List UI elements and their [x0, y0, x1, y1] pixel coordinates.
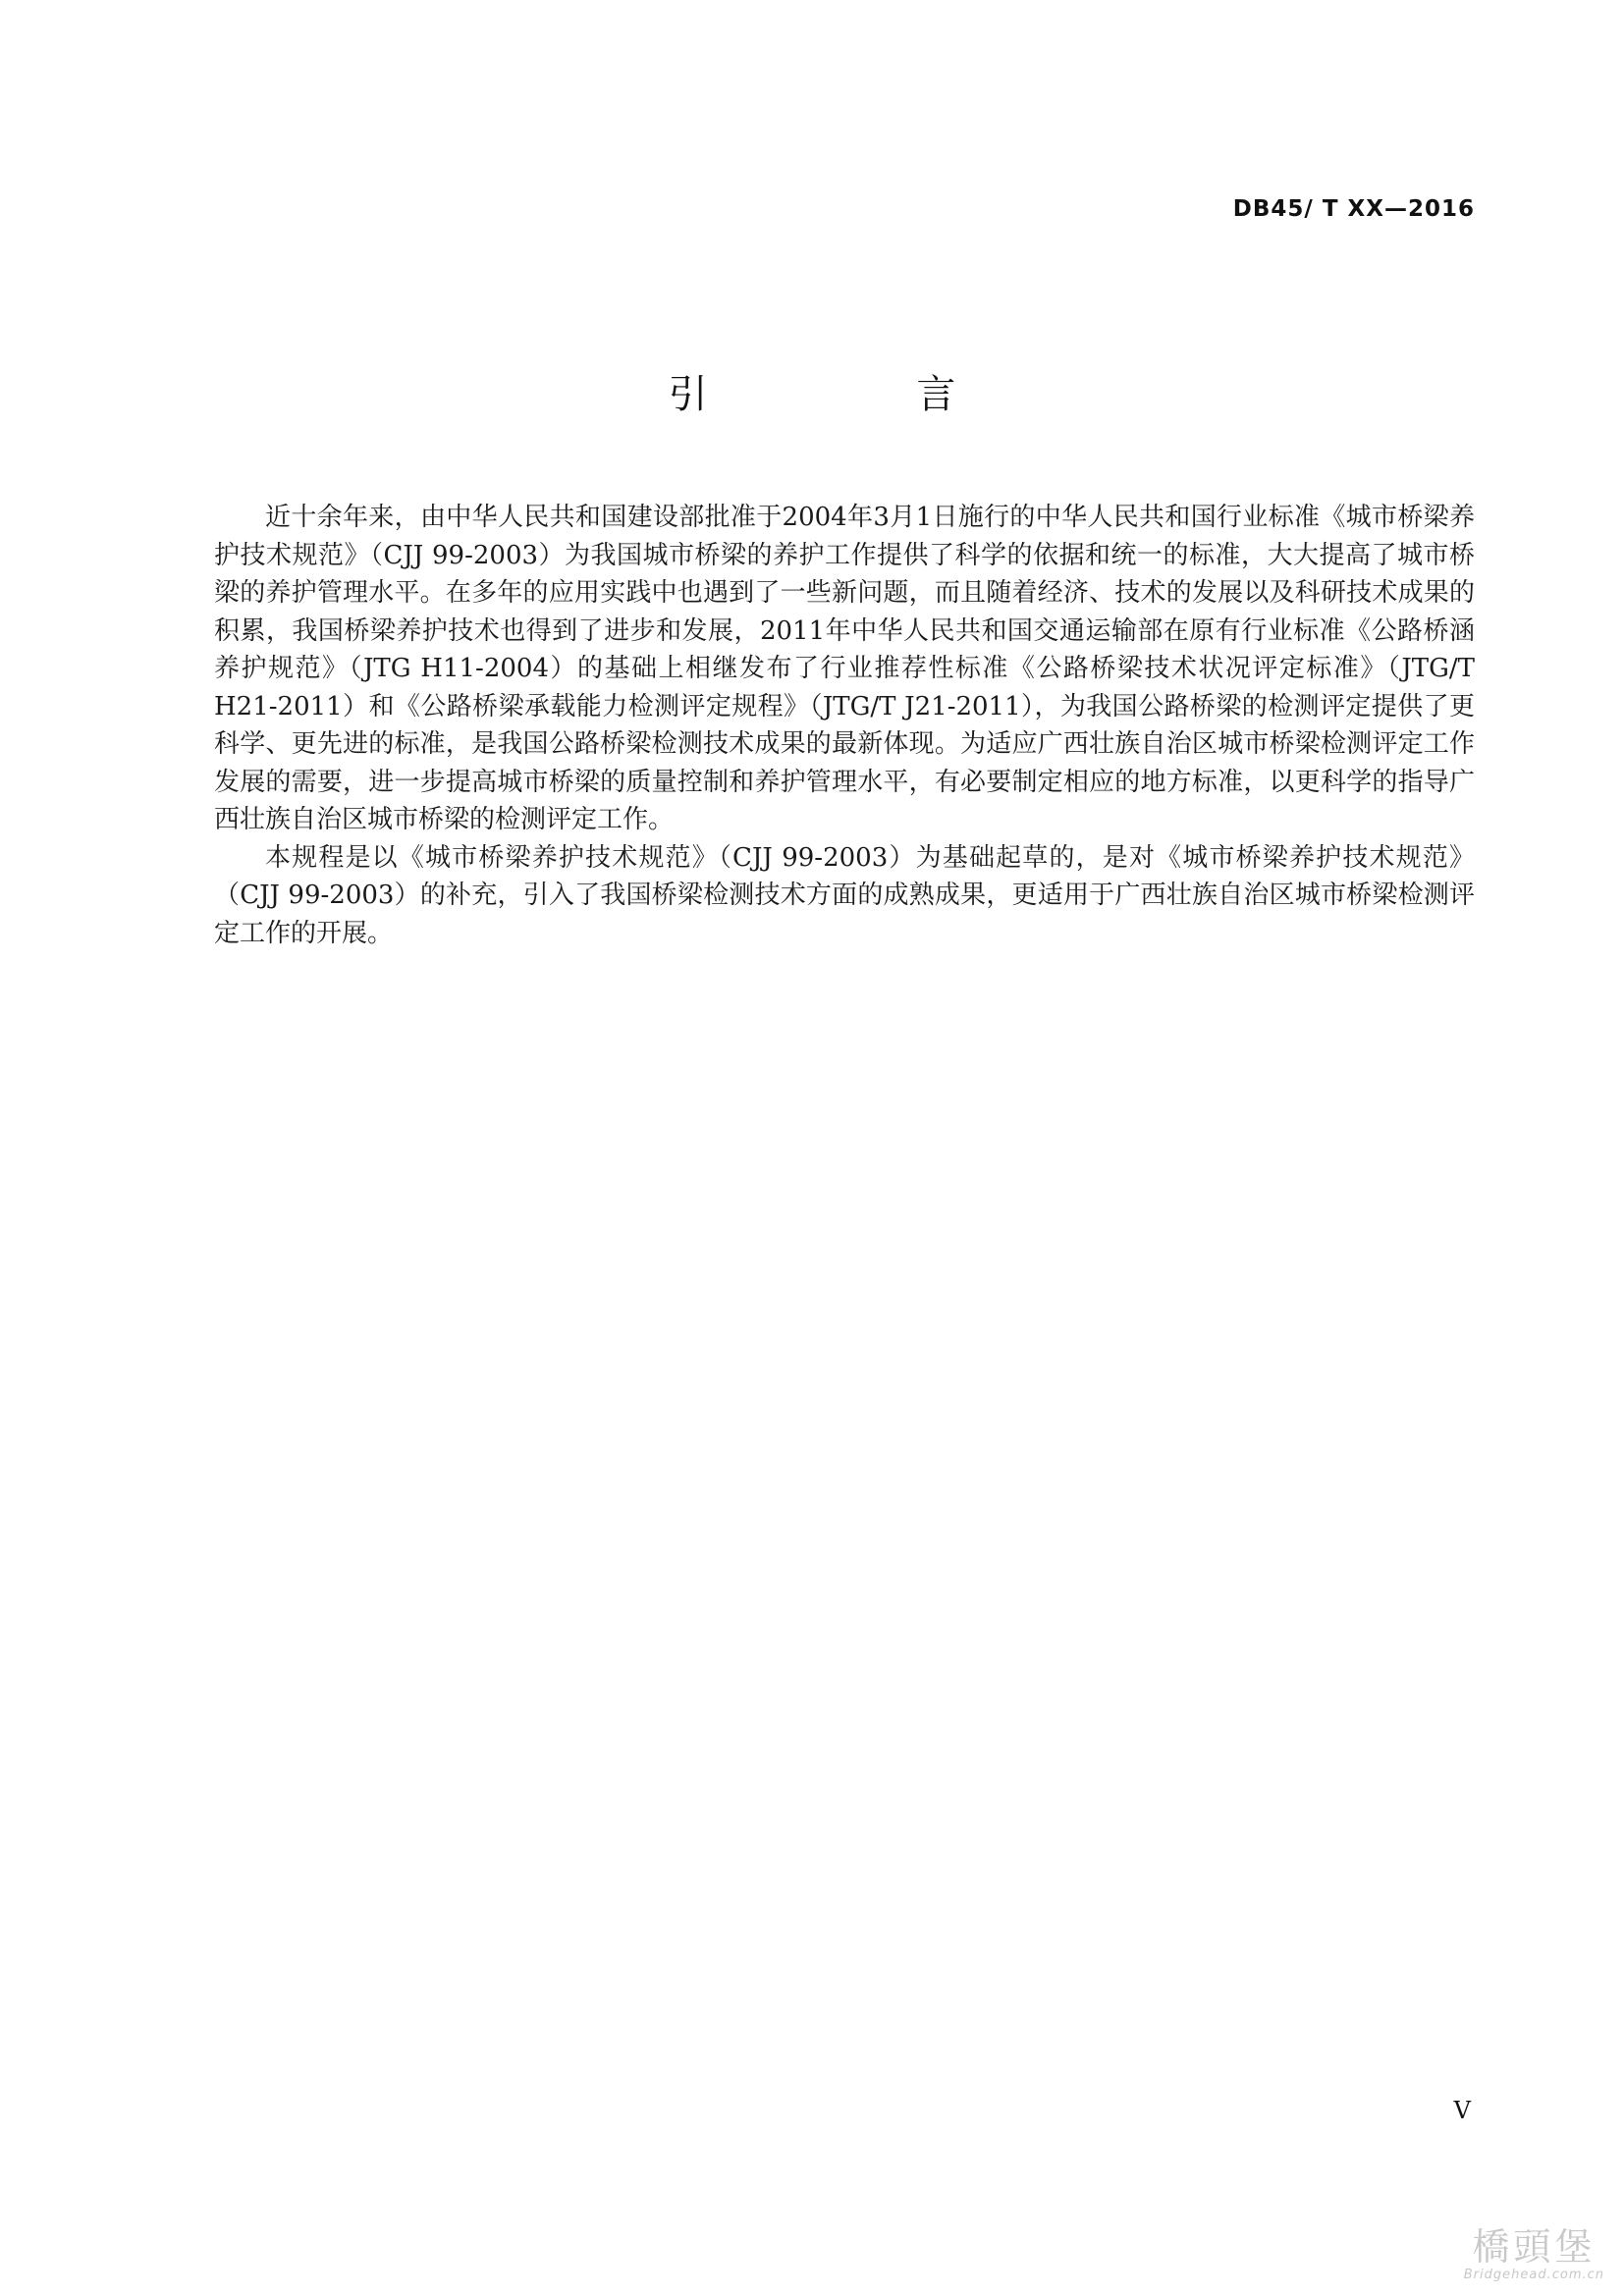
page-title: 引 言	[668, 372, 1055, 417]
watermark-url: Bridgehead.com.cn	[1463, 2268, 1604, 2282]
paragraph: 本规程是以《城市桥梁养护技术规范》（CJJ 99-2003）为基础起草的，是对《城市桥梁养护技术规范》（CJJ 99-2003）的补充，引入了我国桥梁检测技术方面的成熟成果，更适用于广西壮族自治区城市桥梁检测评定工作的开展。	[214, 842, 1475, 948]
body-text	[214, 499, 1475, 952]
standard-code: DB45/ T XX—2016	[1232, 196, 1475, 222]
watermark-title: 橋頭堡	[1472, 2225, 1597, 2269]
watermark	[1464, 2226, 1604, 2282]
page-number: V	[1453, 2097, 1471, 2124]
paragraph: 近十余年来，由中华人民共和国建设部批准于2004年3月1日施行的中华人民共和国行业标准《城市桥梁养护技术规范》（CJJ 99-2003）为我国城市桥梁的养护工作提供了科学的依据和统一的标准，大大提高了城市桥梁的养护管理水平。在多年的应用实践中也遇到了一些新问题，而且随着经济、技术的发展以及科研技术成果的积累，我国桥梁养护技术也得到了进步和发展，2011年中华人民共和国交通运输部在原有行业标准《公路桥涵养护规范》（JTG H11-2004）的基础上相继发布了行业推荐性标准《公路桥梁技术状况评定标准》（JTG/T H21-2011）和《公路桥梁承载能力检测评定规程》（JTG/T J21-2011），为我国公路桥梁的检测评定提供了更科学、更先进的标准，是我国公路桥梁检测技术成果的最新体现。为适应广西壮族自治区城市桥梁检测评定工作发展的需要，进一步提高城市桥梁的质量控制和养护管理水平，有必要制定相应的地方标准，以更科学的指导广西壮族自治区城市桥梁的检测评定工作。	[214, 503, 1475, 834]
